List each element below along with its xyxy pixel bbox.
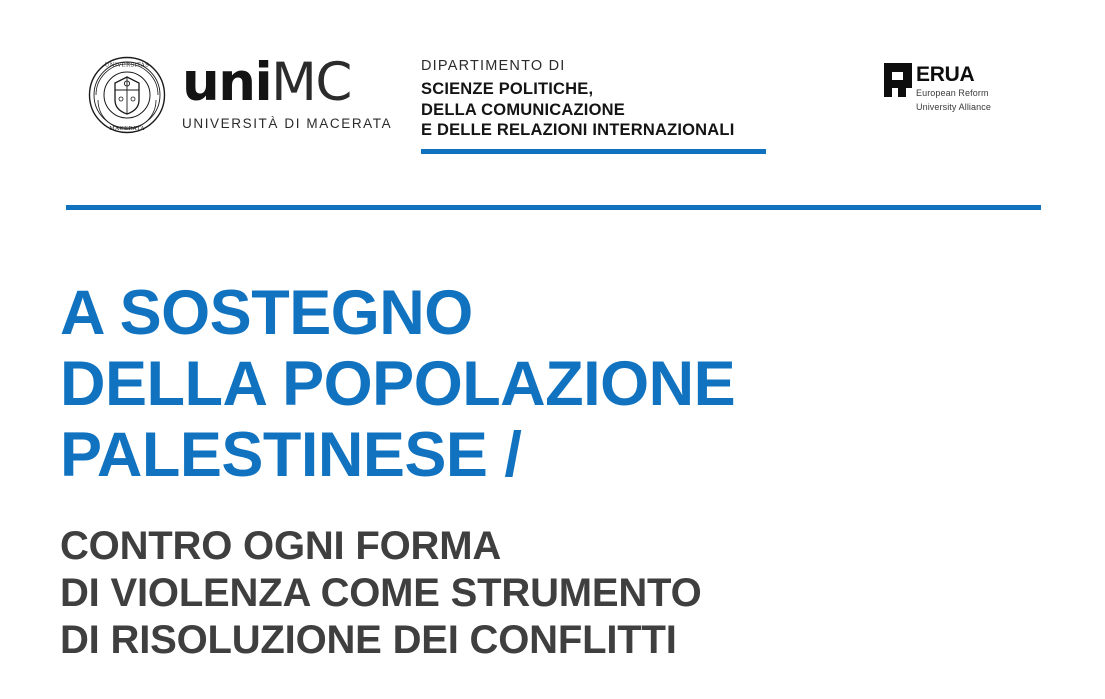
subtitle-line-1: CONTRO OGNI FORMA bbox=[60, 524, 502, 568]
university-seal-icon bbox=[88, 56, 166, 134]
poster-title bbox=[60, 278, 1060, 491]
subtitle-line-3: DI RISOLUZIONE DEI CONFLITTI bbox=[60, 618, 677, 662]
unimc-logotype-light: MC bbox=[271, 52, 351, 113]
unimc-subtitle: UNIVERSITÀ DI MACERATA bbox=[182, 116, 393, 131]
department-underline bbox=[421, 149, 766, 154]
department-line-3: E DELLE RELAZIONI INTERNAZIONALI bbox=[421, 121, 735, 139]
subtitle-line-2: DI VIOLENZA COME STRUMENTO bbox=[60, 571, 702, 615]
department-pre-label: DIPARTIMENTO DI bbox=[421, 58, 566, 74]
erua-tagline-2: University Alliance bbox=[916, 102, 991, 112]
department-line-1: SCIENZE POLITICHE, bbox=[421, 80, 594, 98]
unimc-wordmark bbox=[182, 52, 402, 131]
erua-tagline-1: European Reform bbox=[916, 88, 989, 98]
poster-header bbox=[0, 0, 1105, 190]
header-divider bbox=[66, 205, 1041, 210]
erua-glyph-icon bbox=[884, 63, 912, 97]
svg-text:UNIVERSITAS: UNIVERSITAS bbox=[104, 62, 150, 69]
title-line-3: PALESTINESE / bbox=[60, 420, 522, 490]
unimc-logotype bbox=[182, 52, 402, 113]
title-line-2: DELLA POPOLAZIONE bbox=[60, 349, 736, 419]
department-line-2: DELLA COMUNICAZIONE bbox=[421, 100, 625, 119]
erua-logo bbox=[884, 63, 991, 113]
svg-text:MACERATA: MACERATA bbox=[109, 126, 145, 132]
title-line-1: A SOSTEGNO bbox=[60, 278, 473, 348]
erua-name: ERUA bbox=[916, 63, 975, 86]
unimc-logotype-bold: uni bbox=[182, 52, 272, 113]
department-block bbox=[421, 58, 801, 154]
poster-subtitle bbox=[60, 523, 1080, 664]
